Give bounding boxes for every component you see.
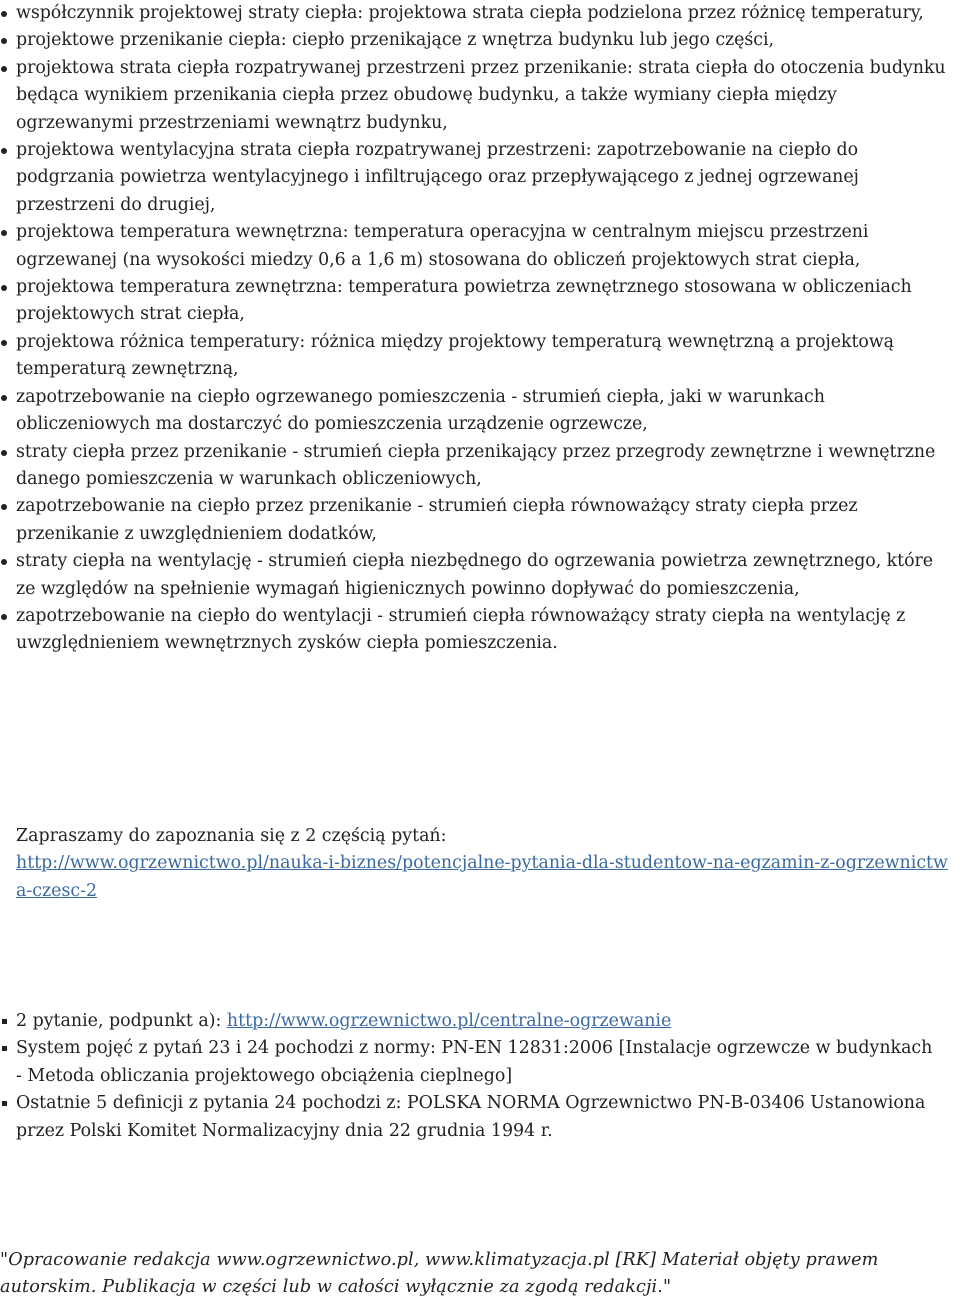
bullet-icon: [1, 614, 7, 620]
reference-item: [0, 1090, 940, 1145]
definition-item: [0, 329, 946, 384]
bullet-icon: [1, 559, 7, 565]
definition-item: [0, 0, 946, 27]
definition-text: projektowa wentylacyjna strata ciepła rozpatrywanej przestrzeni: zapotrzebowanie na ciepło do podgrzania powietrza wentylacyjnego i infiltrującego oraz przepływającego z jednej ogrzewanej przestrzeni do drugiej,: [16, 140, 859, 215]
definition-item: [0, 439, 946, 494]
definition-text: projektowa różnica temperatury: różnica między projektowy temperaturą wewnętrzną a projektową temperaturą zewnętrzną,: [16, 331, 894, 380]
definition-text: zapotrzebowanie na ciepło przez przenikanie - strumień ciepła równoważący straty ciepła przez przenikanie z uwzględnieniem dodatków,: [16, 496, 858, 544]
bullet-icon: [1, 285, 7, 291]
references-list: [0, 1008, 940, 1145]
bullet-icon: [1, 38, 7, 44]
definition-item: [0, 137, 946, 219]
definition-text: współczynnik projektowej straty ciepła: projektowa strata ciepła podzielona przez różnicę temperatury,: [16, 3, 924, 23]
bullet-icon: [1, 450, 7, 456]
central-heating-link[interactable]: http://www.ogrzewnictwo.pl/centralne-ogrzewanie: [226, 1011, 672, 1031]
bullet-icon: [1, 230, 7, 236]
definitions-list: [0, 0, 946, 658]
definition-text: straty ciepła na wentylację - strumień ciepła niezbędnego do ogrzewania powietrza zewnętrznego, które ze względów na spełnienie wymagań higienicznych powinno dopływać do pomieszczenia,: [16, 551, 934, 599]
reference-text: Ostatnie 5 definicji z pytania 24 pochodzi z: POLSKA NORMA Ogrzewnictwo PN-B-03406 Ustanowiona przez Polski Komitet Normalizacyjny dnia 22 grudnia 1994 r.: [16, 1093, 926, 1141]
reference-text: System pojęć z pytań 23 i 24 pochodzi z normy: PN-EN 12831:2006 [Instalacje ogrzewcze w budynkach - Metoda obliczania projektowego obciążenia cieplnego]: [16, 1038, 933, 1086]
definition-text: projektowa temperatura zewnętrzna: temperatura powietrza zewnętrznego stosowana w obliczeniach projektowych strat ciepła,: [16, 277, 912, 325]
invite-text: Zapraszamy do zapoznania się z 2 częścią pytań:: [16, 826, 447, 846]
bullet-icon: [1, 340, 7, 346]
bullet-icon: [1, 395, 7, 401]
square-bullet-icon: [2, 1019, 7, 1024]
part-two-link[interactable]: http://www.ogrzewnictwo.pl/nauka-i-biznes/potencjalne-pytania-dla-studentow-na-egzamin-z-ogrzewnictwa-czesc-2: [16, 853, 948, 901]
reference-text: 2 pytanie, podpunkt a):: [16, 1011, 227, 1031]
definition-item: [0, 219, 946, 274]
bullet-icon: [1, 66, 7, 72]
definition-item: [0, 55, 946, 137]
reference-item: [0, 1035, 940, 1090]
definition-item: [0, 548, 946, 603]
invite-block: [16, 823, 950, 905]
bullet-icon: [1, 11, 7, 17]
square-bullet-icon: [2, 1046, 7, 1051]
bullet-icon: [1, 504, 7, 510]
definition-text: projektowa temperatura wewnętrzna: temperatura operacyjna w centralnym miejscu przestrzeni ogrzewanej (na wysokości miedzy 0,6 a 1,6 m) stosowana do obliczeń projektowych strat ciepła,: [16, 222, 869, 270]
copyright-footer: "Opracowanie redakcja www.ogrzewnictwo.pl, www.klimatyzacja.pl [RK] Materiał objęty prawem autorskim. Publikacja w części lub w całości wyłącznie za zgodą redakcji.": [0, 1250, 879, 1298]
definition-text: zapotrzebowanie na ciepło do wentylacji - strumień ciepła równoważący straty ciepła na wentylację z uwzględnieniem wewnętrznych zysków ciepła pomieszczenia.: [16, 605, 906, 654]
definition-text: zapotrzebowanie na ciepło ogrzewanego pomieszczenia - strumień ciepła, jaki w warunkach obliczeniowych ma dostarczyć do pomieszczenia urządzenie ogrzewcze,: [16, 386, 825, 435]
definition-text: straty ciepła przez przenikanie - strumień ciepła przenikający przez przegrody zewnętrzne i wewnętrzne danego pomieszczenia w warunkach obliczeniowych,: [16, 441, 936, 489]
definition-item: [0, 27, 946, 54]
reference-item: [0, 1008, 940, 1035]
definition-item: [0, 274, 946, 329]
bullet-icon: [1, 148, 7, 154]
definition-item: [0, 603, 946, 658]
definition-text: projektowe przenikanie ciepła: ciepło przenikające z wnętrza budynku lub jego części,: [16, 30, 774, 51]
definition-item: [0, 493, 946, 548]
square-bullet-icon: [2, 1101, 7, 1106]
definition-item: [0, 384, 946, 439]
definition-text: projektowa strata ciepła rozpatrywanej przestrzeni przez przenikanie: strata ciepła do otoczenia budynku będąca wynikiem przenikania ciepła przez obudowę budynku, a także wymiany ciepła między ogrzewanymi przestrzeniami wewnątrz budynku,: [16, 57, 946, 133]
